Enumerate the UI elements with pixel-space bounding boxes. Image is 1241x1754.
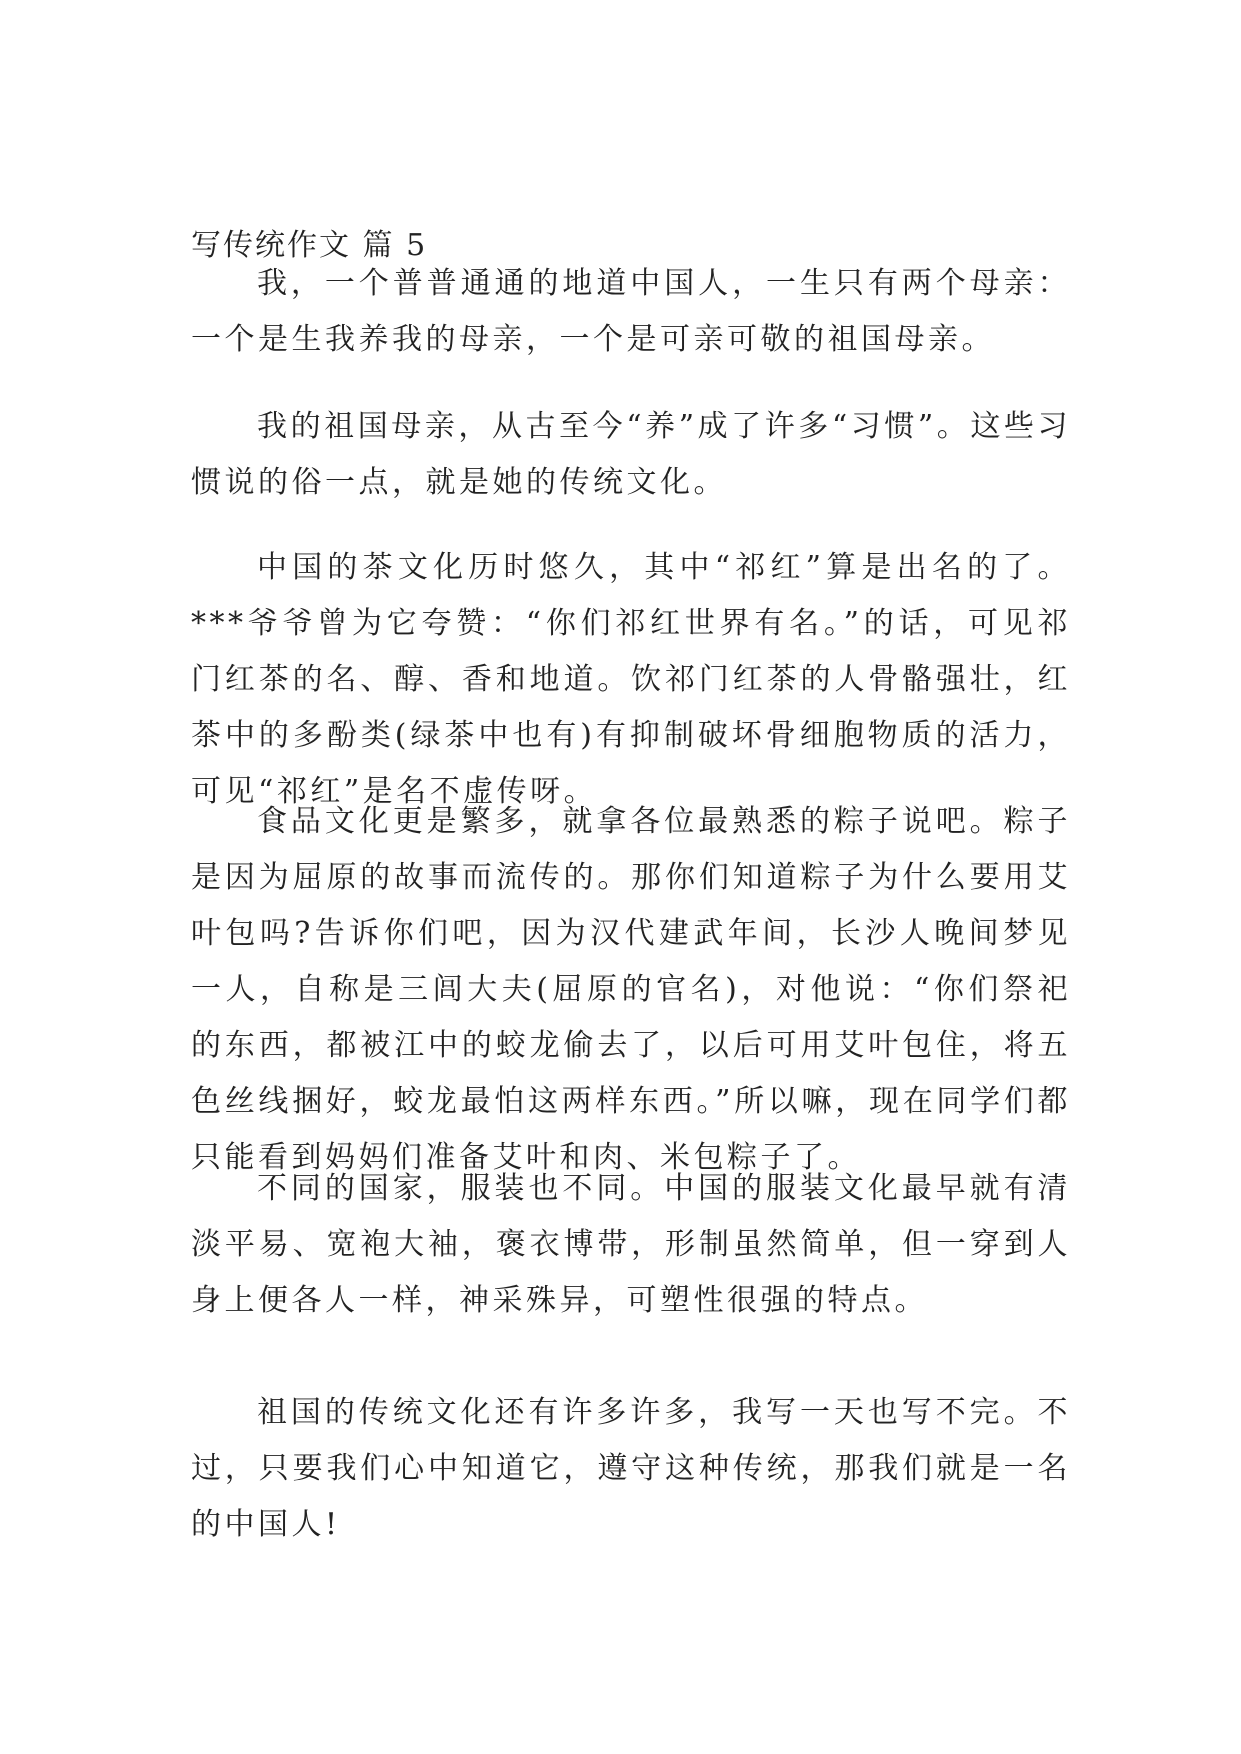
paragraph-conclusion: 祖国的传统文化还有许多许多，我写一天也写不完。不过，只要我们心中知道它，遵守这种传统，那我们就是一名的中国人! [191, 1395, 1071, 1542]
document-title: 写传统作文 篇 5 [191, 228, 428, 263]
paragraph-clothing-culture: 不同的国家，服装也不同。中国的服装文化最早就有清淡平易、宽袍大袖，褒衣博带，形制虽然简单，但一穿到人身上便各人一样，神采殊异，可塑性很强的特点。 [191, 1171, 1071, 1318]
paragraph-traditions: 我的祖国母亲，从古至今“养”成了许多“习惯”。这些习惯说的俗一点，就是她的传统文化。 [191, 409, 1071, 500]
paragraph-tea-culture: 中国的茶文化历时悠久，其中“祁红”算是出名的了。***爷爷曾为它夸赞：“你们祁红世界有名。”的话，可见祁门红茶的名、醇、香和地道。饮祁门红茶的人骨骼强壮，红茶中的多酚类(绿茶中也有)有抑制破坏骨细胞物质的活力，可见“祁红”是名不虚传呀。 [191, 550, 1071, 809]
paragraph-food-culture: 食品文化更是繁多，就拿各位最熟悉的粽子说吧。粽子是因为屈原的故事而流传的。那你们知道粽子为什么要用艾叶包吗?告诉你们吧，因为汉代建武年间，长沙人晚间梦见一人，自称是三闾大夫(屈原的官名)，对他说：“你们祭祀的东西，都被江中的蛟龙偷去了，以后可用艾叶包住，将五色丝线捆好，蛟龙最怕这两样东西。”所以嘛，现在同学们都只能看到妈妈们准备艾叶和肉、米包粽子了。 [191, 804, 1071, 1175]
paragraph-two-mothers: 我，一个普普通通的地道中国人，一生只有两个母亲：一个是生我养我的母亲，一个是可亲可敬的祖国母亲。 [191, 266, 1071, 357]
